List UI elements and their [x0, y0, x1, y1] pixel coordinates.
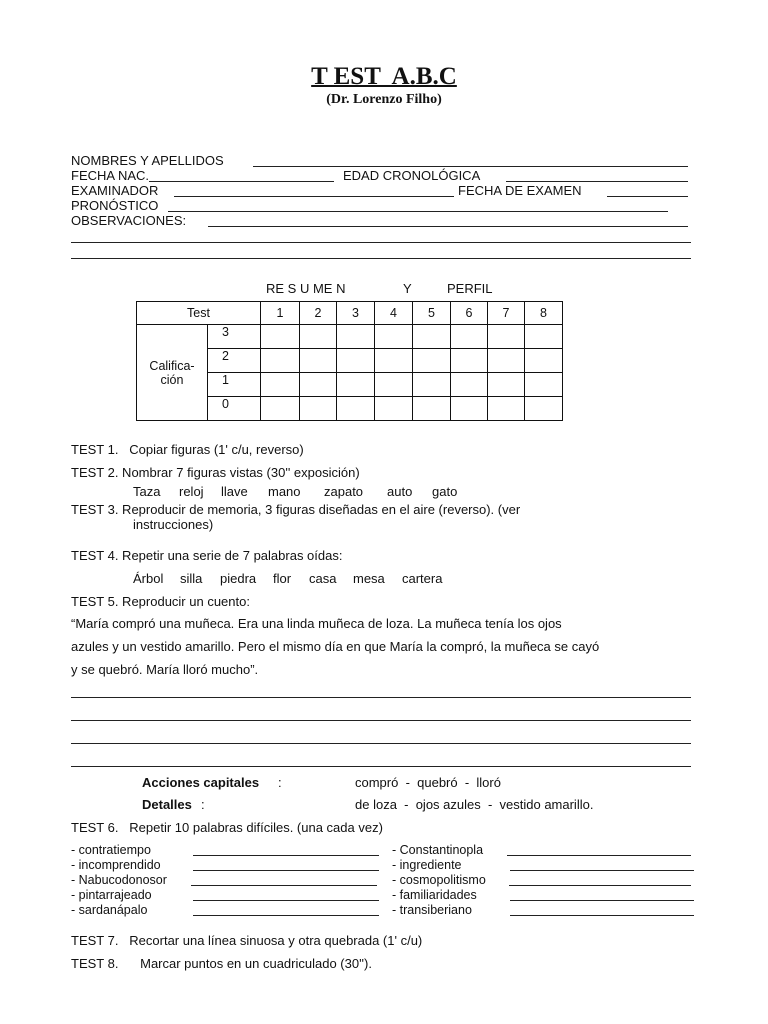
detalles-colon: : [201, 797, 205, 812]
observaciones-line-3[interactable] [71, 258, 691, 259]
score-cell[interactable] [261, 373, 300, 397]
detalles-value: de loza - ojos azules - vestido amarillo. [355, 797, 594, 812]
score-cell[interactable] [488, 349, 525, 373]
t2-item: gato [432, 484, 458, 499]
perfil-heading: PERFIL [447, 281, 493, 296]
score-cell[interactable] [413, 325, 451, 349]
field-nombres-line[interactable] [253, 166, 688, 167]
t6-answer-line[interactable] [507, 855, 691, 856]
test-7: TEST 7. Recortar una línea sinuosa y otra quebrada (1' c/u) [71, 933, 423, 948]
resumen-heading: RE S U ME N [266, 281, 346, 296]
t6-word: - sardanápalo [71, 903, 148, 917]
col-header: 6 [451, 302, 488, 325]
score-cell[interactable] [451, 349, 488, 373]
t2-item: auto [387, 484, 413, 499]
acciones-label: Acciones capitales [142, 775, 260, 790]
score-cell[interactable] [488, 325, 525, 349]
score-cell[interactable] [300, 373, 337, 397]
resumen-table [136, 301, 563, 421]
score-cell[interactable] [300, 349, 337, 373]
test-6: TEST 6. Repetir 10 palabras difíciles. (una cada vez) [71, 820, 383, 835]
observaciones-line-2[interactable] [71, 242, 691, 243]
col-header: 7 [488, 302, 525, 325]
t6-word: - Nabucodonosor [71, 873, 167, 887]
field-fecha-examen-line[interactable] [607, 196, 688, 197]
field-examinador-label: EXAMINADOR [71, 183, 159, 198]
field-examinador-line[interactable] [174, 196, 454, 197]
score-cell[interactable] [525, 397, 563, 421]
story-line-1: “María compró una muñeca. Era una linda muñeca de loza. La muñeca tenía los ojos [71, 616, 562, 631]
t2-item: zapato [324, 484, 364, 499]
t4-item: piedra [220, 571, 257, 586]
col-header: 5 [413, 302, 451, 325]
field-edad-line[interactable] [506, 181, 688, 182]
t2-item: mano [268, 484, 301, 499]
t6-answer-line[interactable] [191, 885, 377, 886]
score-cell[interactable] [488, 373, 525, 397]
t6-word: - cosmopolitismo [392, 873, 486, 887]
score-cell[interactable] [337, 397, 375, 421]
field-pronostico-label: PRONÓSTICO [71, 198, 159, 213]
t2-item: llave [221, 484, 248, 499]
t6-word: - Constantinopla [392, 843, 484, 857]
t6-answer-line[interactable] [510, 915, 694, 916]
story-line-3: y se quebró. María lloró mucho”. [71, 662, 259, 677]
t6-answer-line[interactable] [193, 855, 379, 856]
acciones-value: compró - quebró - lloró [355, 775, 501, 790]
score-cell[interactable] [261, 349, 300, 373]
test-4: TEST 4. Repetir una serie de 7 palabras oídas: [71, 548, 343, 563]
t6-word: - transiberiano [392, 903, 472, 917]
field-observaciones-line[interactable] [208, 226, 688, 227]
answer-line[interactable] [71, 743, 691, 744]
score-cell[interactable] [413, 373, 451, 397]
field-observaciones-label: OBSERVACIONES: [71, 213, 187, 228]
field-pronostico-line[interactable] [168, 211, 668, 212]
t2-item: reloj [179, 484, 204, 499]
answer-line[interactable] [71, 697, 691, 698]
field-fecha-nac-label: FECHA NAC. [71, 168, 150, 183]
score-cell[interactable] [375, 373, 413, 397]
score-cell[interactable] [300, 397, 337, 421]
t6-answer-line[interactable] [193, 870, 379, 871]
field-fecha-examen-label: FECHA DE EXAMEN [458, 183, 582, 198]
t6-word: - incomprendido [71, 858, 161, 872]
score-label: 0 [208, 397, 261, 421]
score-cell[interactable] [337, 373, 375, 397]
score-cell[interactable] [413, 349, 451, 373]
page-subtitle: (Dr. Lorenzo Filho) [326, 92, 442, 107]
t6-answer-line[interactable] [509, 885, 691, 886]
score-cell[interactable] [261, 325, 300, 349]
detalles-label: Detalles [142, 797, 192, 812]
t6-word: - pintarrajeado [71, 888, 152, 902]
story-line-2: azules y un vestido amarillo. Pero el mismo día en que María la compró, la muñeca se cayó [71, 639, 600, 654]
score-cell[interactable] [525, 325, 563, 349]
t6-word: - familiaridades [392, 888, 477, 902]
field-fecha-nac-line[interactable] [149, 181, 334, 182]
test-header-cell: Test [137, 302, 261, 325]
col-header: 2 [300, 302, 337, 325]
col-header: 4 [375, 302, 413, 325]
col-header: 1 [261, 302, 300, 325]
answer-line[interactable] [71, 766, 691, 767]
score-cell[interactable] [375, 325, 413, 349]
t4-item: silla [180, 571, 203, 586]
test-3-line-1: TEST 3. Reproducir de memoria, 3 figuras diseñadas en el aire (reverso). (ver [71, 502, 521, 517]
score-cell[interactable] [337, 349, 375, 373]
field-edad-label: EDAD CRONOLÓGICA [343, 168, 481, 183]
score-cell[interactable] [488, 397, 525, 421]
acciones-colon: : [278, 775, 282, 790]
t6-answer-line[interactable] [510, 870, 694, 871]
score-cell[interactable] [413, 397, 451, 421]
test-8: TEST 8. Marcar puntos en un cuadriculado (30''). [71, 956, 372, 971]
score-cell[interactable] [451, 397, 488, 421]
field-nombres-label: NOMBRES Y APELLIDOS [71, 153, 224, 168]
score-cell[interactable] [375, 397, 413, 421]
score-cell[interactable] [375, 349, 413, 373]
resumen-heading-y: Y [403, 281, 412, 296]
answer-line[interactable] [71, 720, 691, 721]
col-header: 8 [525, 302, 563, 325]
t4-item: mesa [353, 571, 385, 586]
score-cell[interactable] [261, 397, 300, 421]
test-3-line-2: instrucciones) [133, 517, 214, 532]
t4-item: Árbol [133, 571, 164, 586]
score-cell[interactable] [451, 325, 488, 349]
t6-word: - contratiempo [71, 843, 151, 857]
t6-answer-line[interactable] [193, 900, 379, 901]
t6-answer-line[interactable] [510, 900, 694, 901]
calificacion-cell [137, 325, 208, 421]
score-cell[interactable] [525, 349, 563, 373]
score-cell[interactable] [337, 325, 375, 349]
test-5: TEST 5. Reproducir un cuento: [71, 594, 250, 609]
score-label: 3 [208, 325, 261, 349]
t4-item: flor [273, 571, 292, 586]
t2-item: Taza [133, 484, 161, 499]
score-cell[interactable] [451, 373, 488, 397]
test-2: TEST 2. Nombrar 7 figuras vistas (30'' exposición) [71, 465, 360, 480]
score-label: 1 [208, 373, 261, 397]
calificacion-label-1: Califica- [149, 358, 195, 373]
t4-item: cartera [402, 571, 443, 586]
col-header: 3 [337, 302, 375, 325]
test-1: TEST 1. Copiar figuras (1' c/u, reverso) [71, 442, 304, 457]
t4-item: casa [309, 571, 337, 586]
page-title: T EST A.B.C [311, 63, 457, 90]
score-label: 2 [208, 349, 261, 373]
t6-word: - ingrediente [392, 858, 462, 872]
t6-answer-line[interactable] [193, 915, 379, 916]
score-cell[interactable] [300, 325, 337, 349]
score-cell[interactable] [525, 373, 563, 397]
calificacion-label-2: ción [160, 372, 184, 387]
